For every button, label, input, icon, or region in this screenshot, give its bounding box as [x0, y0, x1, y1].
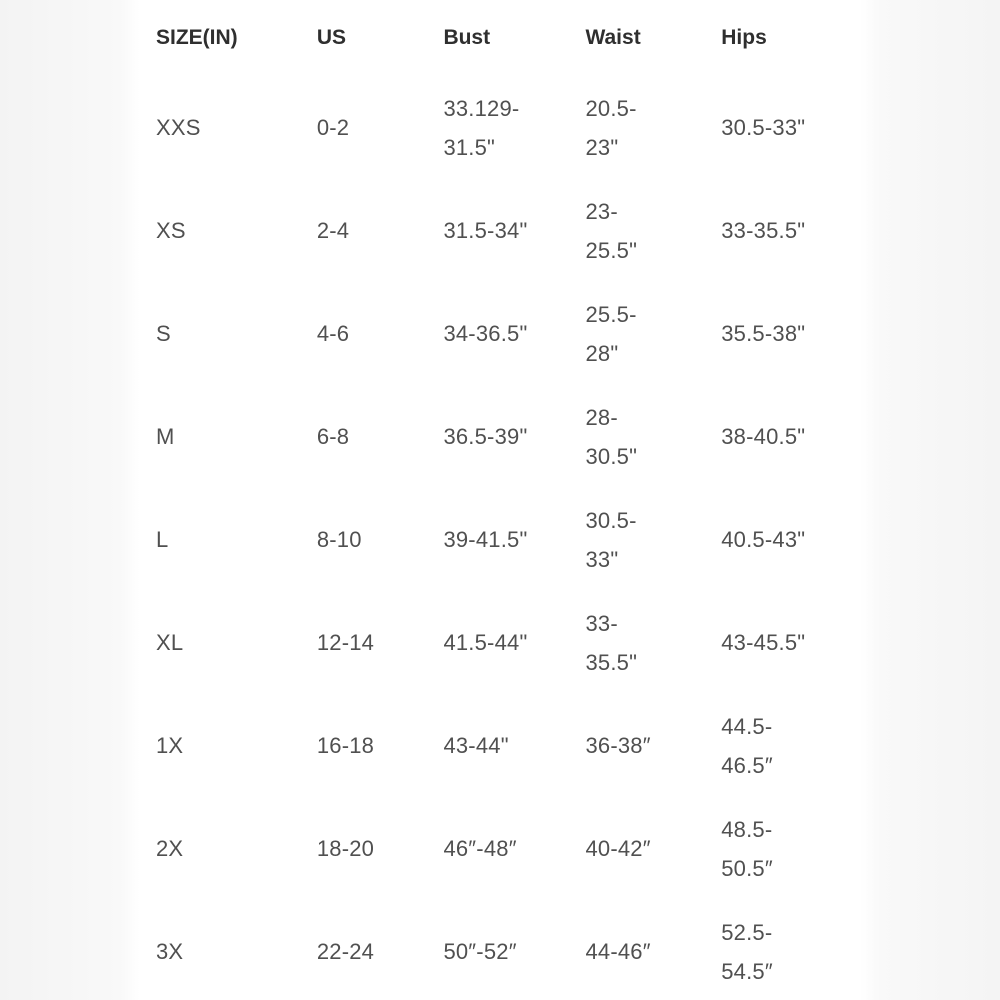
cell-us: 2-4: [316, 218, 350, 243]
header-size: SIZE(IN): [156, 26, 238, 49]
cell-waist: [585, 900, 721, 1000]
cell-waist-line: 33": [585, 546, 619, 572]
cell-hips: [721, 76, 860, 179]
cell-waist-line: 40-42″: [585, 836, 651, 861]
table-row: [156, 282, 860, 385]
cell-us: 16-18: [316, 733, 375, 758]
table-row: [156, 385, 860, 488]
cell-bust-line: 33.129-: [443, 95, 520, 121]
header-us: US: [316, 26, 347, 49]
cell-waist-line: 33-: [585, 610, 618, 636]
cell-waist-line: 23": [585, 134, 619, 160]
cell-hips-line: 40.5-43": [721, 527, 806, 552]
header-waist: Waist: [585, 26, 641, 49]
cell-bust: [443, 694, 585, 797]
table-row: [156, 591, 860, 694]
table-row: [156, 76, 860, 179]
cell-us: 6-8: [316, 424, 350, 449]
table-row: [156, 694, 860, 797]
cell-bust: [443, 591, 585, 694]
cell-waist: [585, 488, 721, 591]
cell-size: S: [156, 321, 171, 346]
cell-waist-line: 28": [585, 340, 619, 366]
cell-us: 22-24: [316, 939, 375, 964]
cell-bust-line: 43-44": [443, 733, 509, 758]
cell-size: XS: [156, 218, 186, 243]
cell-bust: [443, 797, 585, 900]
cell-waist: [585, 797, 721, 900]
size-chart-table: [156, 0, 860, 1000]
cell-hips: [721, 385, 860, 488]
cell-size: L: [156, 527, 169, 552]
cell-waist: [585, 282, 721, 385]
cell-us: 18-20: [316, 836, 375, 861]
cell-bust-line: 31.5": [443, 134, 496, 160]
cell-size: XXS: [156, 115, 201, 140]
cell-hips-line: 38-40.5": [721, 424, 806, 449]
cell-size: 2X: [156, 836, 184, 861]
cell-hips-line: 35.5-38": [721, 321, 806, 346]
cell-waist: [585, 591, 721, 694]
cell-hips-line: 46.5″: [721, 752, 773, 778]
cell-hips: [721, 488, 860, 591]
cell-bust-line: 36.5-39": [443, 424, 528, 449]
cell-bust: [443, 179, 585, 282]
cell-hips: [721, 900, 860, 1000]
cell-hips: [721, 179, 860, 282]
cell-waist-line: 35.5": [585, 649, 638, 675]
header-row: [156, 0, 860, 76]
cell-hips-line: 43-45.5": [721, 630, 806, 655]
cell-waist-line: 30.5-: [585, 507, 637, 533]
cell-bust-line: 39-41.5": [443, 527, 528, 552]
cell-waist-line: 25.5": [585, 237, 638, 263]
cell-hips: [721, 797, 860, 900]
cell-waist: [585, 385, 721, 488]
table-row: [156, 179, 860, 282]
table-row: [156, 488, 860, 591]
cell-waist-line: 23-: [585, 198, 618, 224]
cell-waist: [585, 694, 721, 797]
cell-size: 3X: [156, 939, 184, 964]
cell-bust: [443, 900, 585, 1000]
cell-hips: [721, 591, 860, 694]
cell-hips-line: 30.5-33": [721, 115, 806, 140]
cell-waist-line: 20.5-: [585, 95, 637, 121]
cell-hips-line: 48.5-: [721, 816, 773, 842]
cell-waist-line: 25.5-: [585, 301, 637, 327]
cell-waist: [585, 179, 721, 282]
cell-bust-line: 34-36.5": [443, 321, 528, 346]
header-bust: Bust: [443, 26, 491, 49]
cell-hips-line: 52.5-: [721, 919, 773, 945]
cell-waist-line: 36-38″: [585, 733, 651, 758]
cell-bust-line: 31.5-34": [443, 218, 528, 243]
cell-us: 12-14: [316, 630, 375, 655]
header-hips: Hips: [721, 26, 767, 49]
cell-waist-line: 44-46″: [585, 939, 651, 964]
cell-waist-line: 30.5": [585, 443, 638, 469]
cell-bust-line: 41.5-44": [443, 630, 528, 655]
cell-waist: [585, 76, 721, 179]
cell-us: 8-10: [316, 527, 362, 552]
size-chart-panel: [140, 0, 860, 1000]
table-row: [156, 900, 860, 1000]
cell-us: 0-2: [316, 115, 350, 140]
cell-bust: [443, 282, 585, 385]
cell-bust: [443, 488, 585, 591]
cell-size: XL: [156, 630, 184, 655]
cell-size: M: [156, 424, 175, 449]
cell-waist-line: 28-: [585, 404, 618, 430]
size-chart-body: [156, 76, 860, 1000]
cell-bust: [443, 385, 585, 488]
cell-hips-line: 50.5″: [721, 855, 773, 881]
cell-bust-line: 50″-52″: [443, 939, 517, 964]
cell-hips: [721, 694, 860, 797]
cell-hips-line: 33-35.5": [721, 218, 806, 243]
cell-hips-line: 54.5″: [721, 958, 773, 984]
cell-bust: [443, 76, 585, 179]
cell-us: 4-6: [316, 321, 350, 346]
cell-bust-line: 46″-48″: [443, 836, 517, 861]
table-row: [156, 797, 860, 900]
cell-hips: [721, 282, 860, 385]
cell-hips-line: 44.5-: [721, 713, 773, 739]
cell-size: 1X: [156, 733, 184, 758]
